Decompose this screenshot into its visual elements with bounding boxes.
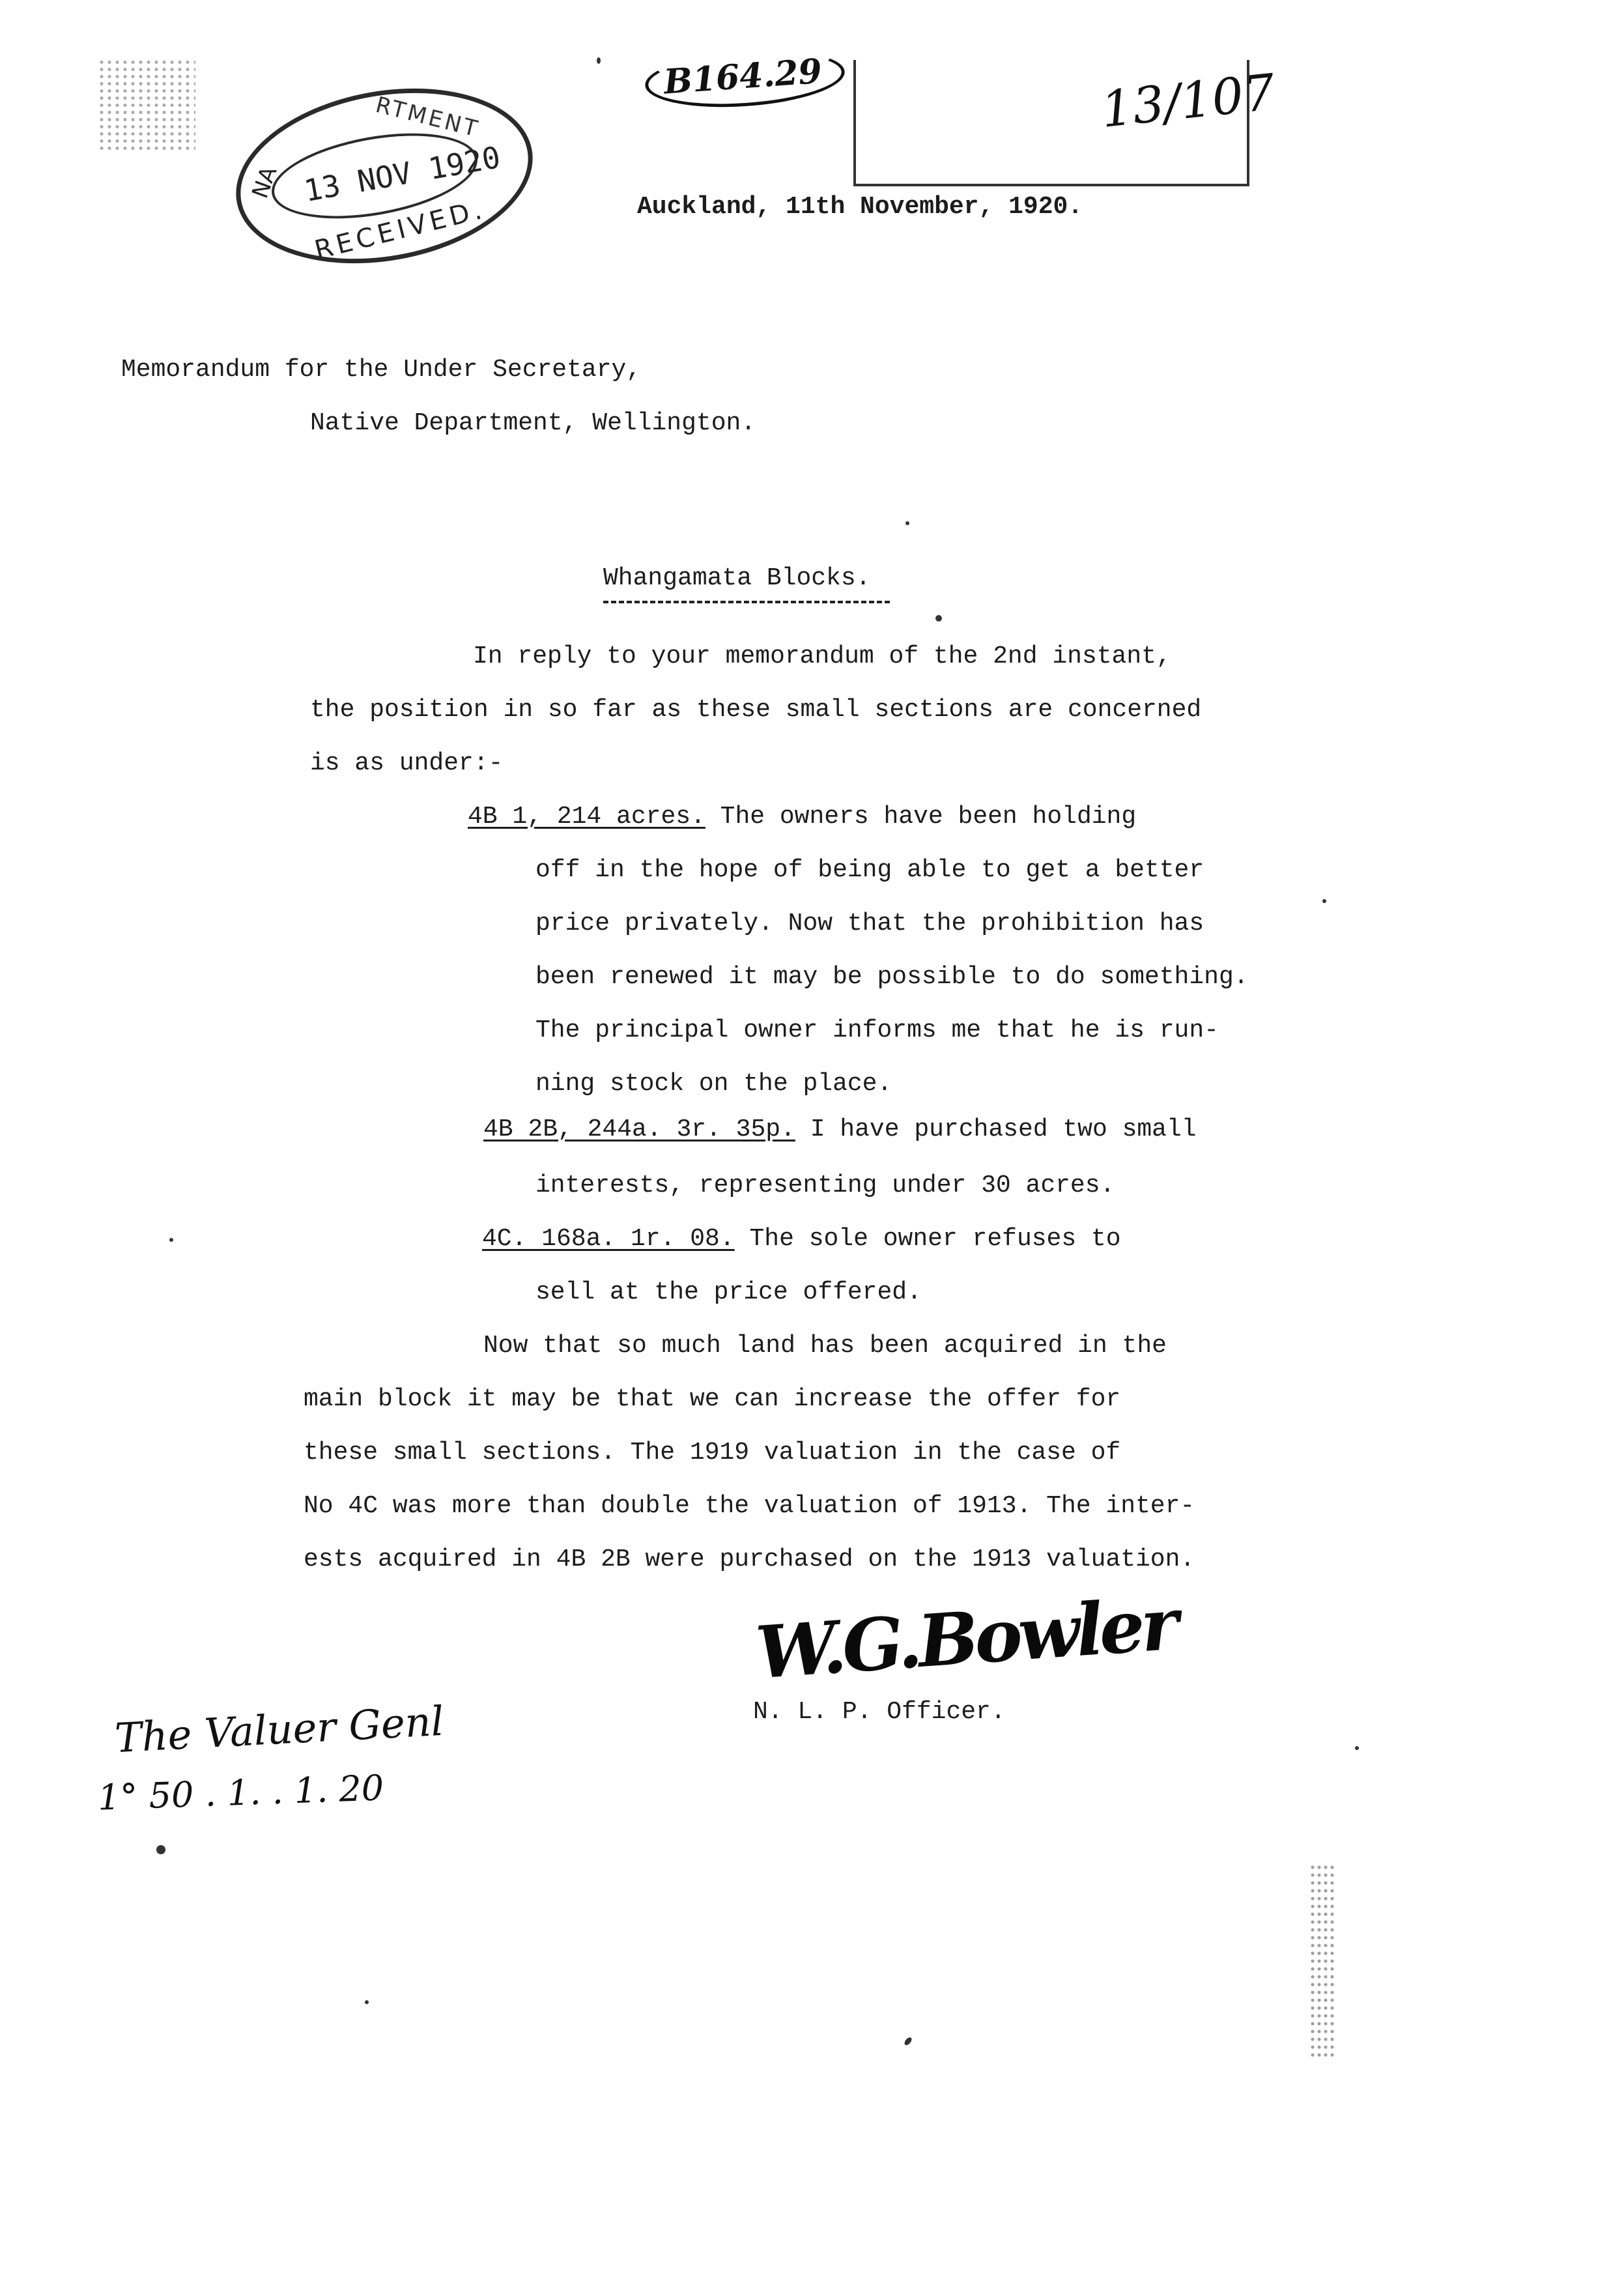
item-line: sell at the price offered. (535, 1278, 922, 1306)
ink-speck (1355, 1746, 1359, 1750)
ink-speck (1322, 899, 1326, 903)
body-line: the position in so far as these small sections are concerned (310, 696, 1202, 724)
place-date: Auckland, 11th November, 1920. (637, 193, 1083, 221)
item-line: ning stock on the place. (535, 1070, 892, 1098)
body-line: main block it may be that we can increase the offer for (304, 1385, 1121, 1413)
handwritten-signature: W.G.Bowler (753, 1581, 1178, 1695)
ink-smudge (98, 59, 195, 150)
item-line: been renewed it may be possible to do something. (535, 963, 1249, 991)
item-text: I have purchased two small (795, 1115, 1197, 1143)
item-label: 4C. 168a. 1r. 08. (482, 1225, 735, 1253)
item-line: interests, representing under 30 acres. (535, 1171, 1115, 1199)
item-first-line (483, 1115, 1197, 1144)
item-first-line (468, 803, 1136, 831)
file-number: 13/107 (1098, 63, 1278, 139)
body-line: No 4C was more than double the valuation of 1913. The inter- (304, 1492, 1195, 1520)
ink-speck (903, 2036, 913, 2046)
item-text: The owners have been holding (705, 803, 1137, 831)
stamp-bottom-text: RECEIVED. (311, 194, 489, 266)
stamp-side-text: NA (247, 163, 283, 202)
handwritten-note-line-2: 1° 50 . 1. . 1. 20 (97, 1767, 385, 1818)
body-line: In reply to your memorandum of the 2nd instant, (473, 642, 1171, 670)
item-line: The principal owner informs me that he is run- (535, 1016, 1219, 1044)
signatory-title: N. L. P. Officer. (753, 1698, 1006, 1726)
item-text: The sole owner refuses to (734, 1225, 1121, 1253)
ink-speck (935, 615, 942, 622)
item-line: price privately. Now that the prohibition has (535, 910, 1204, 938)
ink-speck (156, 1845, 165, 1854)
item-label: 4B 2B, 244a. 3r. 35p. (483, 1115, 795, 1143)
ink-smudge (1309, 1863, 1335, 2059)
address-line-2: Native Department, Wellington. (310, 409, 756, 437)
body-line: is as under:- (310, 749, 504, 777)
subject-title: Whangamata Blocks. (603, 564, 871, 592)
handwritten-note-line-1: The Valuer Genl (113, 1697, 446, 1762)
received-stamp (235, 91, 541, 267)
body-line: these small sections. The 1919 valuation in the case of (304, 1439, 1121, 1467)
stamp-date: 13 NOV 1920 (301, 139, 504, 209)
ink-speck (597, 57, 601, 64)
item-first-line (482, 1225, 1121, 1254)
item-line: off in the hope of being able to get a better (535, 856, 1204, 884)
body-line: Now that so much land has been acquired in the (483, 1332, 1167, 1360)
ink-speck (169, 1238, 173, 1242)
ink-speck (905, 521, 909, 525)
body-line: ests acquired in 4B 2B were purchased on the 1913 valuation. (304, 1545, 1195, 1573)
item-label: 4B 1, 214 acres. (468, 803, 705, 831)
stamp-top-text: RTMENT (373, 91, 483, 143)
ink-speck (365, 2000, 369, 2004)
address-line-1: Memorandum for the Under Secretary, (121, 356, 642, 384)
subject-underline (603, 601, 890, 603)
reference-number: B164.29 (643, 44, 846, 113)
